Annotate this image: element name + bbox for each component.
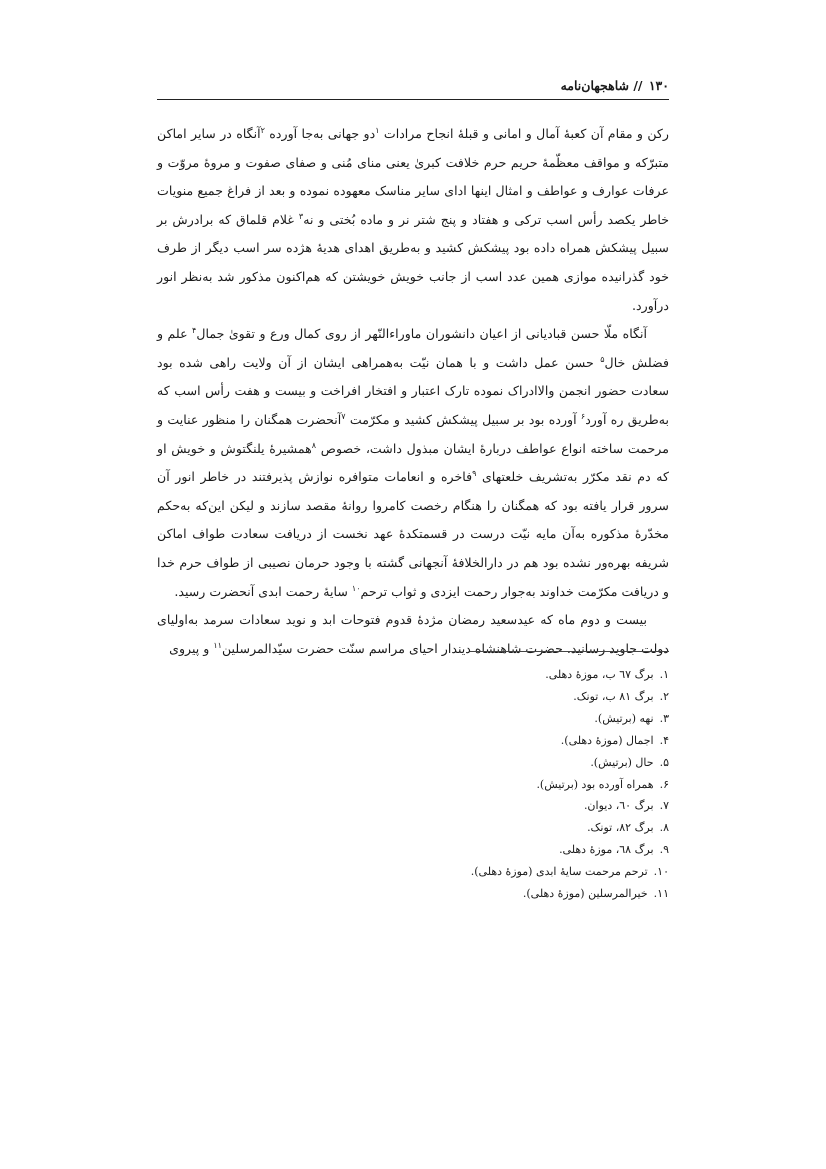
- paragraph-text: و پیروی: [169, 640, 214, 656]
- footnote-text: خیرالمرسلین (موزهٔ دهلی).: [522, 887, 648, 901]
- footnote-item: [300, 708, 669, 730]
- footnote-number: ۲.: [659, 689, 669, 703]
- footnote-item: [300, 730, 669, 752]
- footnote-number: ۸.: [659, 821, 669, 835]
- footnote-item: [300, 752, 669, 774]
- footnote-text: اجمال (موزهٔ دهلی).: [560, 733, 654, 747]
- header-separator: //: [633, 78, 643, 93]
- paragraph-text: آنگاه ملّا حسن قبادیانی از اعیان دانشوران ماوراءالنّهر از روی کمال ورع و تقویٰ جمال: [196, 326, 647, 342]
- paragraph-text: فاخره و انعامات متوافره نوازش پذیرفتند در خاطر انور آن سرور قرار یافته بود که همگنان را هنگام رخصت کامروا روانهٔ مقصد سازند و لیکن این‌که به‌حکم مخدّرهٔ مذکوره به‌آن مایه نیّت درست در قسمتکدهٔ عهد نخست از دریافت سعادت طواف اماکن شریفه بهره‌ور نشده بود هم در دارالخلافهٔ آنجهانی گشته با وجود حرمان نصیبی از طواف حرم خدا و دریافت مکرّمت خداوند به‌جوار رحمت ایزدی و ثواب ترحم: [157, 469, 669, 599]
- footnote-number: ۹.: [659, 843, 669, 857]
- page-number: ۱۳۰: [648, 78, 669, 93]
- footnote-text: برگ ٨٢، تونک.: [587, 821, 654, 835]
- footnote-item: [300, 861, 669, 883]
- footnote-number: ۱۱.: [653, 887, 669, 901]
- footnote-number: ۱۰.: [653, 865, 669, 879]
- paragraph-text: حسن عمل داشت و با همان نیّت به‌همراهی ایشان از آن ولایت راهی شده بود سعادت حضور انجمن والاادراک نموده تارک اعتبار و افتخار افراخت و بیست و هفت رأس اسب که به‌طریق ره آورد: [157, 354, 669, 427]
- footnote-number: ۳.: [659, 711, 669, 725]
- paragraph-text: آنحضرت همگنان را منظور عنایت و مرحمت ساخته انواع عواطف دربارهٔ ایشان مبذول داشت، خصوص: [157, 411, 670, 456]
- footnote-item: [300, 686, 669, 708]
- footnote-number: ۷.: [659, 799, 669, 813]
- paragraph-text: آنگاه در سایر اماکن متبرّکه و مواقف معظّمهٔ حریم حرم خلافت کبریٰ یعنی منای مُنی و صفای صفوت و مروهٔ مروّت و عرفات عوارف و عواطف و امثال اینها ادای سایر مناسک معهوده نموده و بعد از فراغ جمیع منویات خاطر یکصد رأس اسب ترکی و هفتاد و پنج شتر نر و ماده بُختی و نه: [157, 126, 669, 227]
- paragraph-text: سایهٔ رحمت ابدی آنحضرت رسید.: [174, 583, 352, 599]
- footnote-marker: ۸: [311, 440, 317, 450]
- book-title: شاهجهان‌نامه: [560, 78, 629, 93]
- paragraph-text: دو جهانی به‌جا آورده: [264, 126, 376, 141]
- footnote-text: همراه آورده بود (برتیش).: [536, 777, 654, 791]
- footnote-number: ۴.: [659, 733, 669, 747]
- footnote-item: [300, 817, 669, 839]
- footnote-text: حال (برتیش).: [590, 755, 654, 769]
- footnote-marker: ۷: [341, 411, 346, 421]
- footnote-marker: ۴: [192, 325, 197, 335]
- paragraph-text: علم و فضلش خال: [157, 326, 669, 370]
- footnote-marker: ۵: [600, 354, 605, 364]
- footnote-number: ۵.: [659, 755, 669, 769]
- main-text: [157, 120, 669, 663]
- paragraph: [157, 320, 669, 606]
- footnote-marker: ۶: [580, 411, 586, 421]
- paragraph-text: رکن و مقام آن کعبهٔ آمال و امانی و قبلهٔ انجاح مرادات: [379, 126, 669, 141]
- paragraph: [157, 120, 669, 320]
- footnote-item: [300, 883, 669, 905]
- footnote-text: برگ ٦٨، موزهٔ دهلی.: [559, 843, 654, 857]
- footnote-marker: ۳: [298, 211, 304, 221]
- footnote-marker: ۱۱: [213, 640, 222, 650]
- footnote-text: برگ ٨١ ب، تونک.: [573, 689, 654, 703]
- footnote-text: برگ ٦٠، دیوان.: [583, 799, 654, 813]
- footnote-marker: ۱: [375, 125, 380, 135]
- footnote-item: [300, 839, 669, 861]
- running-header: [157, 78, 669, 100]
- paragraph-text: همشیرهٔ یلنگتوش و خویش او که دم نقد مکرّر به‌تشریف خلعتهای: [157, 440, 669, 485]
- footnote-marker: ۹: [472, 468, 477, 478]
- footnote-item: [300, 795, 669, 817]
- footnote-divider: [470, 651, 669, 652]
- footnote-text: نهه (برتیش).: [594, 711, 654, 725]
- paragraph-text: بیست و دوم ماه که عیدسعید رمضان مژدهٔ قدوم فتوحات ابد و نوید سعادات سرمد به‌اولیای دولت جاوید رسانید. حضرت شاهنشاه دیندار احیای مراسم سنّت حضرت سیّدالمرسلین: [157, 612, 669, 656]
- footnote-text: ترحم مرحمت سایهٔ ابدی (موزهٔ دهلی).: [470, 865, 648, 879]
- footnote-item: [300, 664, 669, 686]
- footnote-text: برگ ٦٧ ب، موزهٔ دهلی.: [545, 668, 654, 681]
- footnote-number: ۱.: [659, 668, 669, 681]
- paragraph: [157, 606, 669, 663]
- footnote-marker: ۲: [260, 125, 265, 135]
- paragraph-text: آورده بود بر سبیل پیشکش کشید و مکرّمت: [345, 411, 581, 427]
- paragraph-text: غلام قلماق که برادرش بر سبیل پیشکش همراه داده بود پیشکش کشید و به‌طریق اهدای هدیهٔ هژده سر اسب دیگر از طرف خود گذرانیده موازی همین عدد اسب از جانب خویش خویشتن که هم‌اکنون مذکور شد به‌نظر انور درآورد.: [157, 211, 669, 313]
- footnote-number: ۶.: [659, 777, 669, 791]
- footnote-item: [300, 774, 669, 796]
- footnote-marker: ۱۰: [351, 583, 361, 593]
- footnotes-list: [300, 664, 669, 905]
